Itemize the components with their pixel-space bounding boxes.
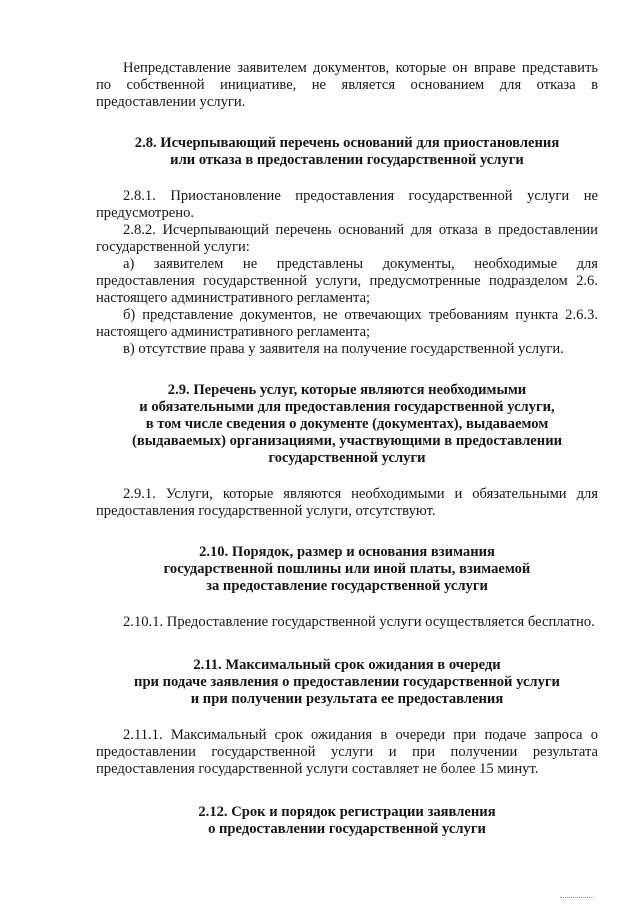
section-heading-line: в том числе сведения о документе (документах), выдаваемом: [145, 416, 549, 432]
section-heading-line: 2.9. Перечень услуг, которые являются необходимыми: [167, 382, 527, 398]
section-2-8: [96, 135, 598, 358]
intro-paragraph: Непредставление заявителем документов, которые он вправе представить по собственной инициативе, не является основанием для отказа в предоставлении услуги.: [96, 60, 598, 110]
section-heading-line: и при получении результата ее предоставления: [190, 691, 504, 707]
paragraph-2-10-1: 2.10.1. Предоставление государственной услуги осуществляется бесплатно.: [123, 614, 595, 630]
section-2-11: [96, 657, 598, 778]
section-heading-line: о предоставлении государственной услуги: [208, 821, 486, 837]
section-2-9: [96, 382, 598, 520]
section-2-10: [96, 544, 598, 631]
section-2-12: [96, 804, 598, 838]
paragraph-2-8-2: 2.8.2. Исчерпывающий перечень оснований для отказа в предоставлении государственной услуги:: [96, 222, 598, 255]
section-heading-line: 2.12. Срок и порядок регистрации заявления: [198, 804, 496, 820]
list-item-a: а) заявителем не представлены документы, необходимые для предоставления государственной услуги, предусмотренные подразделом 2.6. настоящего административного регламента;: [96, 256, 598, 306]
list-item-b: б) представление документов, не отвечающих требованиям пункта 2.6.3. настоящего административного регламента;: [96, 307, 598, 340]
section-heading-line: 2.8. Исчерпывающий перечень оснований для приостановления: [134, 135, 560, 151]
paragraph-2-9-1: 2.9.1. Услуги, которые являются необходимыми и обязательными для предоставления государственной услуги, отсутствуют.: [96, 486, 598, 519]
section-heading-line: государственной пошлины или иной платы, взимаемой: [163, 561, 531, 577]
section-heading-line: или отказа в предоставлении государственной услуги: [170, 152, 524, 168]
paragraph-2-11-1: 2.11.1. Максимальный срок ожидания в очереди при подаче запроса о предоставлении государственной услуги и при получении результата предоставления государственной услуги составляет не более 15 минут.: [96, 727, 598, 777]
list-item-c: в) отсутствие права у заявителя на получение государственной услуги.: [123, 341, 564, 357]
section-heading-line: государственной услуги: [268, 450, 426, 466]
page-edge-mark: [560, 897, 594, 898]
section-heading-line: 2.10. Порядок, размер и основания взимания: [199, 544, 495, 560]
section-heading-line: и обязательными для предоставления государственной услуги,: [139, 399, 555, 415]
section-heading-line: при подаче заявления о предоставлении государственной услуги: [134, 674, 560, 690]
section-heading-line: 2.11. Максимальный срок ожидания в очереди: [193, 657, 501, 673]
paragraph-2-8-1: 2.8.1. Приостановление предоставления государственной услуги не предусмотрено.: [96, 188, 598, 221]
document-page: [96, 60, 598, 838]
section-heading-line: за предоставление государственной услуги: [206, 578, 488, 594]
section-heading-line: (выдаваемых) организациями, участвующими в предоставлении: [131, 433, 563, 449]
